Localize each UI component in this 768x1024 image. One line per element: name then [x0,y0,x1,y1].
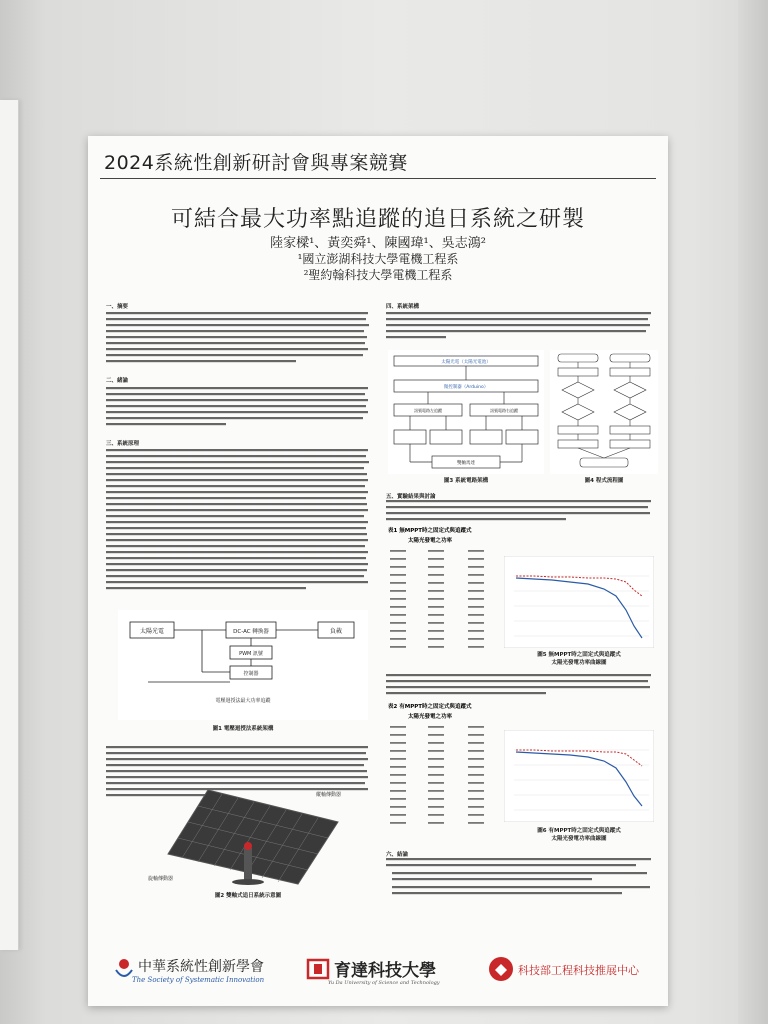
figure-5-caption: 圖5 無MPPT時之固定式與追蹤式 [537,652,621,658]
fig1-controller-label: 控制器 [243,671,259,677]
conclusion-heading: 六、結論 [386,852,409,858]
figure-6-caption-sub: 太陽光發電功率曲線圖 [551,836,607,842]
table-1 [388,546,498,656]
figure-6-caption: 圖6 有MPPT時之固定式與追蹤式 [537,828,621,834]
figure-3-diagram [388,350,544,474]
fig3-bottom-label: 雙軸馬達 [457,461,475,466]
intro-heading: 二、緒論 [106,378,129,385]
results-text-block [386,500,654,540]
conference-title: 2024系統性創新研討會與專案競賽 [104,152,408,174]
affiliation-1: ¹國立澎湖科技大學電機工程系 [297,252,459,266]
principle-heading: 三、系統原理 [106,440,140,447]
abstract-text-lines [106,312,371,372]
header-divider [100,178,656,179]
table-1-title: 表1 無MPPT時之固定式與追蹤式 [388,528,472,534]
figure-4-caption: 圖4 程式流程圖 [584,478,624,484]
figure-1-diagram [118,610,368,720]
university-name: 育達科技大學 [334,961,436,981]
fig1-subcaption: 電壓迴授法最大功率追蹤 [215,698,271,704]
figure-2-caption: 圖2 雙軸式追日系統示意圖 [214,893,282,899]
fig1-pwm-label: PWM 訊號 [239,651,263,657]
fig1-load-label: 負載 [329,628,343,635]
figure-3-caption: 圖3 系統電路架構 [443,478,489,484]
adjacent-poster-edge [0,100,19,950]
affiliation-2: ²聖約翰科技大學電機工程系 [303,268,453,282]
ministry-logo-icon [488,956,514,982]
wall-shadow [738,0,768,1024]
intro-text-block [106,387,371,438]
figure-2-illustration [148,788,348,888]
university-name-en: Yu Da University of Science and Technology [328,980,440,986]
mppt-text-block [386,674,654,698]
figure-1-caption: 圖1 電壓迴授法系統架構 [212,726,274,732]
fig1-converter-label: DC-AC 轉換器 [233,629,269,635]
fig3-driver-left: 訊號電路左追蹤 [414,408,442,413]
research-poster [88,136,668,1006]
abstract-heading: 一、摘要 [106,304,129,310]
poster-footer [88,944,668,1006]
poster-title: 可結合最大功率點追蹤的追日系統之研製 [170,207,585,232]
conclusion-text-block [386,858,654,908]
results-heading: 五、實驗結果與討論 [386,494,436,500]
left-column [106,302,371,605]
table-2 [388,722,498,832]
architecture-heading: 四、系統架構 [386,304,420,310]
principle-text-block [106,449,371,602]
table-2-subtitle: 太陽光發電之功率 [408,714,453,720]
author-line: 陸家樑¹、黃奕舜¹、陳國瑋¹、吳志鴻² [270,236,486,251]
right-column [386,302,654,345]
figure-6-chart [504,730,654,822]
ministry-name: 科技部工程科技推展中心 [518,964,639,977]
fig2-bottom-label: 旋軸傳動器 [148,876,174,882]
university-logo-icon [306,958,330,980]
figure-5-caption-sub: 太陽光發電功率曲線圖 [551,660,607,666]
table-1-subtitle: 太陽光發電之功率 [408,538,453,544]
abstract-text-block [106,312,371,375]
fig3-driver-right: 訊號電路右追蹤 [490,408,518,413]
fig3-mcu-label: 微控制器（Arduino） [443,385,489,390]
figure-4-flowchart [550,350,658,474]
fig1-panel-label: 太陽光電 [139,628,165,635]
fig2-top-label: 縱軸傳動器 [316,792,342,798]
society-name: 中華系統性創新學會 [138,959,264,975]
figure-5-chart [504,556,654,648]
architecture-text-block [386,312,654,342]
fig3-top-label: 太陽光電（太陽光電池） [441,360,491,365]
society-name-en: The Society of Systematic Innovation [132,976,265,984]
table-2-title: 表2 有MPPT時之固定式與追蹤式 [388,704,472,710]
